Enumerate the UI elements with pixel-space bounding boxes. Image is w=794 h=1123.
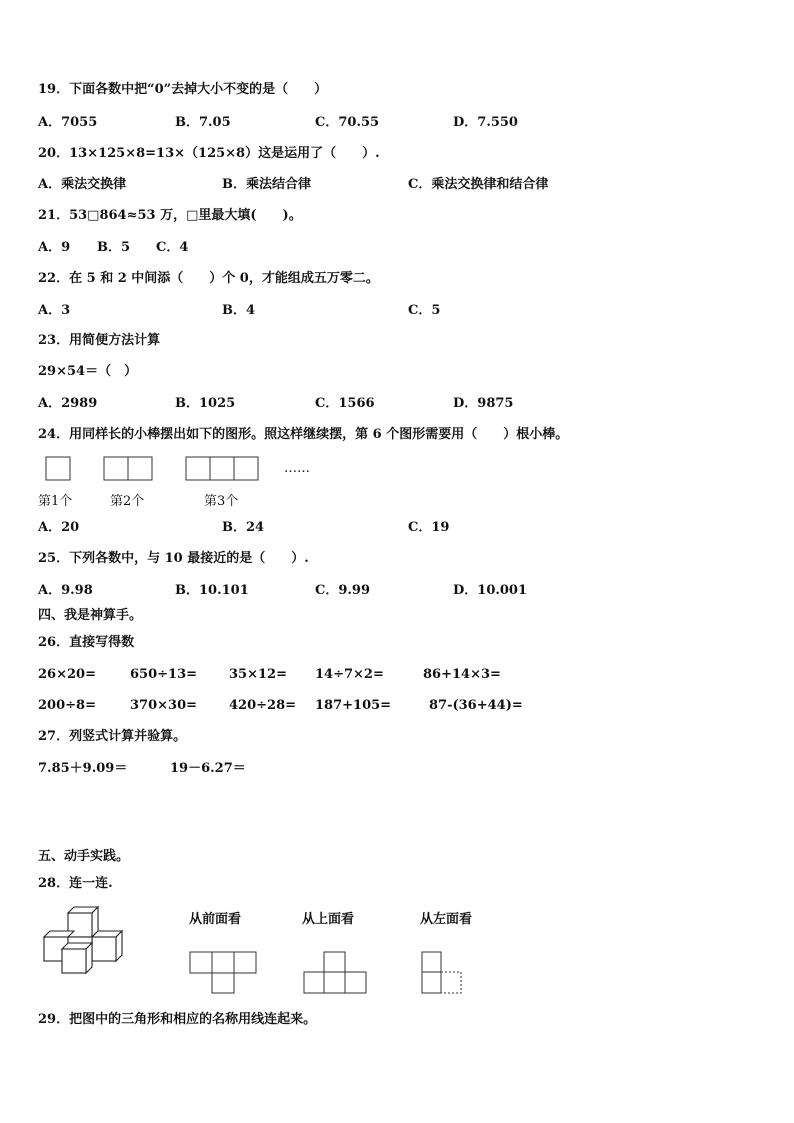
q24-option-b: B．24 bbox=[222, 520, 265, 535]
view-top-label: 从上面看 bbox=[302, 912, 355, 927]
figure-2-label: 第2个 bbox=[110, 494, 145, 509]
q20-option-c: C．乘法交换律和结合律 bbox=[408, 177, 549, 192]
q26-r1-c2: 650÷13= bbox=[130, 667, 198, 682]
q22-option-c: C．5 bbox=[408, 303, 441, 318]
figure-1-label: 第1个 bbox=[38, 494, 73, 509]
view-shape-t bbox=[190, 952, 256, 993]
q23-option-a: A．2989 bbox=[38, 396, 98, 411]
q21-option-c: C．4 bbox=[156, 240, 189, 255]
section-5-heading: 五、动手实践。 bbox=[38, 849, 130, 864]
q26-stem: 26．直接写得数 bbox=[38, 635, 135, 650]
q19-option-a: A．7055 bbox=[38, 115, 98, 130]
view-shape-inverted-t bbox=[304, 952, 366, 993]
q20-stem: 20．13×125×8=13×（125×8）这是运用了（ ）. bbox=[38, 146, 380, 161]
figure-3-label: 第3个 bbox=[204, 494, 239, 509]
q25-option-a: A．9.98 bbox=[38, 583, 93, 598]
q27-item-2: 19－6.27＝ bbox=[170, 761, 246, 776]
q27-stem: 27．列竖式计算并验算。 bbox=[38, 729, 187, 744]
section-4-heading: 四、我是神算手。 bbox=[38, 608, 143, 623]
q19-option-d: D．7.550 bbox=[453, 115, 518, 130]
q22-option-b: B．4 bbox=[222, 303, 256, 318]
q28-stem: 28．连一连. bbox=[38, 876, 113, 891]
q22-option-a: A．3 bbox=[38, 303, 71, 318]
q21-stem: 21．53□864≈53 万，□里最大填( )。 bbox=[38, 208, 302, 223]
q23-expression: 29×54＝（ ） bbox=[38, 364, 138, 379]
q26-r2-c2: 370×30= bbox=[130, 698, 198, 713]
q26-r1-c1: 26×20= bbox=[38, 667, 96, 682]
q24-option-c: C．19 bbox=[408, 520, 450, 535]
q26-r2-c5: 87-(36+44)= bbox=[429, 698, 523, 713]
q25-option-d: D．10.001 bbox=[453, 583, 528, 598]
q20-option-a: A．乘法交换律 bbox=[38, 177, 127, 192]
q26-r2-c3: 420÷28= bbox=[229, 698, 297, 713]
q23-option-b: B．1025 bbox=[175, 396, 236, 411]
q24-stem: 24．用同样长的小棒摆出如下的图形。照这样继续摆，第 6 个图形需要用（ ）根小棒。 bbox=[38, 427, 569, 442]
view-shape-l bbox=[422, 952, 461, 993]
q19-option-c: C．70.55 bbox=[315, 115, 380, 130]
q25-option-c: C．9.99 bbox=[315, 583, 371, 598]
q24-option-a: A．20 bbox=[38, 520, 80, 535]
view-front-label: 从前面看 bbox=[189, 912, 242, 927]
q22-stem: 22．在 5 和 2 中间添（ ）个 0，才能组成五万零二。 bbox=[38, 271, 379, 286]
q20-option-b: B．乘法结合律 bbox=[222, 177, 311, 192]
q26-r2-c4: 187+105= bbox=[315, 698, 392, 713]
q21-option-b: B．5 bbox=[97, 240, 131, 255]
q27-item-1: 7.85＋9.09＝ bbox=[38, 761, 128, 776]
q23-option-d: D．9875 bbox=[453, 396, 514, 411]
q29-stem: 29．把图中的三角形和相应的名称用线连起来。 bbox=[38, 1012, 317, 1027]
q25-stem: 25．下列各数中，与 10 最接近的是（ ）. bbox=[38, 551, 309, 566]
q26-r1-c4: 14÷7×2= bbox=[315, 667, 384, 682]
q24-ellipsis: …… bbox=[284, 461, 310, 476]
q26-r2-c1: 200÷8= bbox=[38, 698, 96, 713]
q21-option-a: A．9 bbox=[38, 240, 71, 255]
q23-option-c: C．1566 bbox=[315, 396, 375, 411]
q19-option-b: B．7.05 bbox=[175, 115, 231, 130]
view-left-label: 从左面看 bbox=[420, 912, 473, 927]
q19-stem: 19．下面各数中把“0”去掉大小不变的是（ ） bbox=[38, 82, 328, 97]
q25-option-b: B．10.101 bbox=[175, 583, 249, 598]
q23-stem: 23．用简便方法计算 bbox=[38, 333, 161, 348]
q26-r1-c3: 35×12= bbox=[229, 667, 287, 682]
q26-r1-c5: 86+14×3= bbox=[423, 667, 501, 682]
